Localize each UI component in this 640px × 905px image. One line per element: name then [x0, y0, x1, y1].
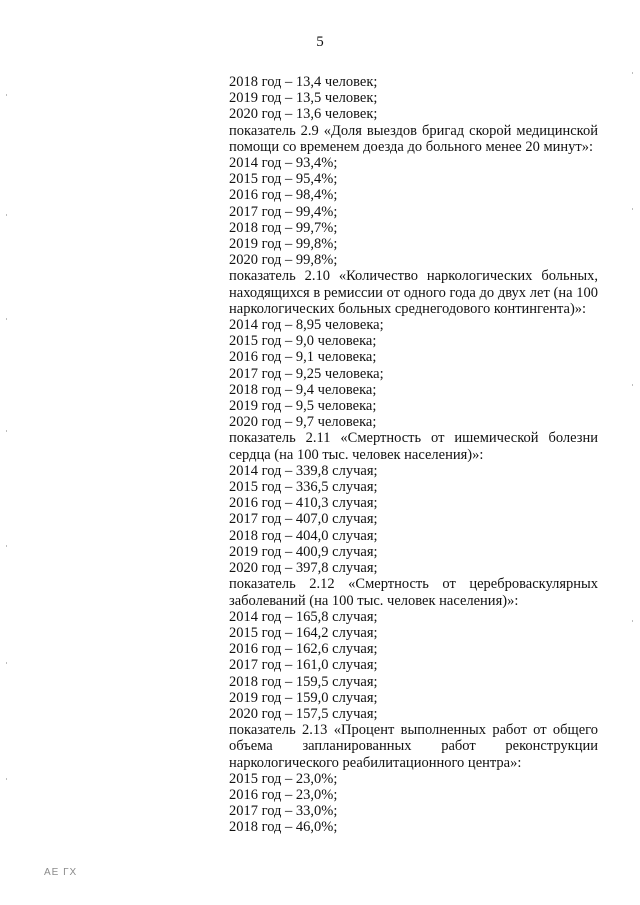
indicator-2-10-heading — [229, 268, 598, 317]
value-line: 2020 год – 397,8 случая; — [229, 560, 378, 577]
value-line: 2016 год – 98,4%; — [229, 187, 338, 204]
scan-artifact — [6, 318, 7, 320]
value-line: 2020 год – 157,5 случая; — [229, 705, 378, 722]
scan-artifact — [6, 430, 7, 432]
indicator-2-11-values — [229, 463, 598, 576]
scan-artifact — [6, 94, 7, 96]
value-line: 2016 год – 162,6 случая; — [229, 641, 378, 658]
scan-artifact — [632, 384, 633, 386]
heading-line: наркологического реабилитационного центра»: — [229, 754, 522, 771]
scan-artifact — [6, 778, 7, 780]
value-line: 2014 год – 165,8 случая; — [229, 608, 378, 625]
value-line: 2015 год – 95,4%; — [229, 171, 338, 188]
value-line: 2019 год – 9,5 человека; — [229, 398, 377, 415]
heading-line: объема запланированных работ реконструкции — [229, 738, 598, 755]
scan-artifact — [6, 662, 7, 664]
indicator-2-13-values — [229, 771, 598, 836]
document-body — [229, 74, 598, 836]
value-line: 2018 год – 404,0 случая; — [229, 527, 378, 544]
value-line: 2017 год – 161,0 случая; — [229, 657, 378, 674]
value-line: 2016 год – 410,3 случая; — [229, 495, 378, 512]
heading-line: помощи со временем доезда до больного менее 20 минут»: — [229, 138, 594, 155]
indicator-2-9-values — [229, 155, 598, 268]
heading-line: показатель 2.13 «Процент выполненных работ от общего — [229, 722, 598, 739]
value-line: 2016 год – 9,1 человека; — [229, 349, 377, 366]
value-line: 2018 год – 46,0%; — [229, 819, 338, 836]
heading-line: сердца (на 100 тыс. человек населения)»: — [229, 446, 484, 463]
page-number: 5 — [316, 34, 324, 50]
scan-artifact — [6, 214, 7, 216]
scan-artifact — [6, 545, 7, 547]
text-line: 2019 год – 13,5 человек; — [229, 90, 378, 107]
value-line: 2015 год – 164,2 случая; — [229, 624, 378, 641]
value-line: 2019 год – 99,8%; — [229, 236, 338, 253]
indicator-2-12-heading — [229, 576, 598, 608]
value-line: 2016 год – 23,0%; — [229, 786, 338, 803]
scan-artifact — [632, 208, 633, 210]
value-line: 2014 год – 8,95 человека; — [229, 317, 384, 334]
value-line: 2015 год – 336,5 случая; — [229, 479, 378, 496]
value-line: 2017 год – 9,25 человека; — [229, 365, 384, 382]
heading-line: наркологических больных среднегодового контингента)»: — [229, 300, 587, 317]
value-line: 2014 год – 339,8 случая; — [229, 462, 378, 479]
value-line: 2019 год – 159,0 случая; — [229, 689, 378, 706]
scan-artifact — [632, 72, 633, 74]
heading-line: показатель 2.10 «Количество наркологических больных, — [229, 268, 598, 285]
value-line: 2020 год – 99,8%; — [229, 252, 338, 269]
text-line: 2020 год – 13,6 человек; — [229, 106, 378, 123]
text-line: 2018 год – 13,4 человек; — [229, 74, 378, 90]
heading-line: показатель 2.11 «Смертность от ишемической болезни — [229, 430, 598, 447]
value-line: 2017 год – 407,0 случая; — [229, 511, 378, 528]
heading-line: заболеваний (на 100 тыс. человек населения)»: — [229, 592, 519, 609]
scan-artifact — [632, 620, 633, 622]
indicator-2-13-heading — [229, 722, 598, 771]
indicator-2-10-values — [229, 317, 598, 430]
heading-line: показатель 2.9 «Доля выездов бригад скорой медицинской — [229, 122, 598, 139]
value-line: 2019 год – 400,9 случая; — [229, 543, 378, 560]
value-line: 2015 год – 9,0 человека; — [229, 333, 377, 350]
heading-line: находящихся в ремиссии от одного года до двух лет (на 100 — [229, 284, 598, 301]
footer-mark: АЕ ГХ — [44, 867, 78, 878]
value-line: 2017 год – 99,4%; — [229, 203, 338, 220]
value-line: 2020 год – 9,7 человека; — [229, 414, 377, 431]
value-line: 2014 год – 93,4%; — [229, 155, 338, 172]
value-line: 2017 год – 33,0%; — [229, 803, 338, 820]
value-line: 2018 год – 159,5 случая; — [229, 673, 378, 690]
indicator-2-11-heading — [229, 430, 598, 462]
value-line: 2018 год – 99,7%; — [229, 219, 338, 236]
value-line: 2018 год – 9,4 человека; — [229, 381, 377, 398]
value-line: 2015 год – 23,0%; — [229, 770, 338, 787]
indicator-2-12-values — [229, 609, 598, 722]
heading-line: показатель 2.12 «Смертность от цереброваскулярных — [229, 576, 598, 593]
indicator-2-9-heading — [229, 123, 598, 155]
